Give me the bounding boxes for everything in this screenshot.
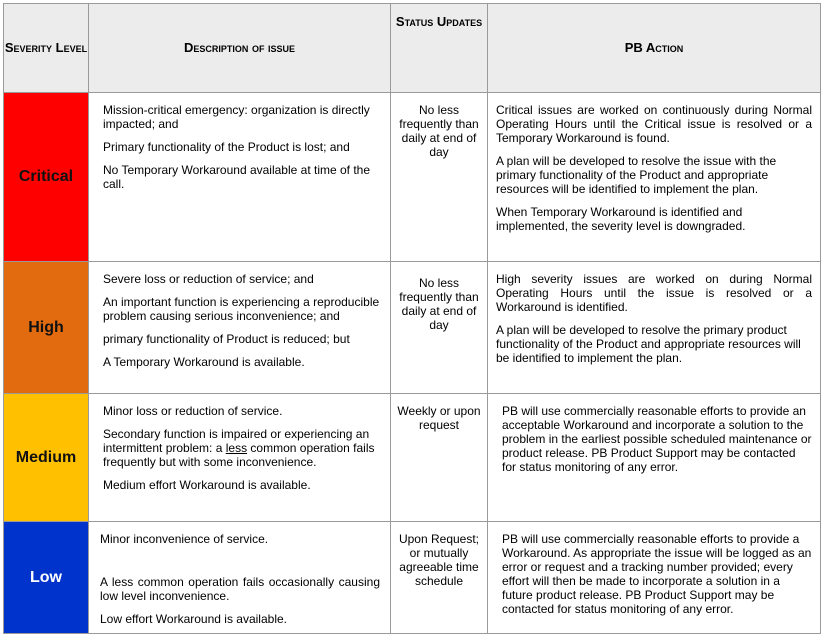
table-row-critical	[4, 93, 821, 262]
description-cell-high	[89, 262, 391, 394]
description-line: Severe loss or reduction of service; and	[103, 272, 314, 286]
severity-cell-medium: Medium	[4, 394, 89, 522]
action-paragraph: A plan will be developed to resolve the primary product functionality of the Product and appropriate resources will be identified to implement the plan.	[496, 323, 801, 365]
description-fragment: Secondary function is impaired or experiencing an intermittent problem: a	[103, 427, 370, 455]
header-severity: Severity Level	[4, 4, 89, 93]
description-fragment: common operation fails frequently but with some inconvenience.	[103, 441, 375, 469]
action-cell-critical	[488, 93, 821, 262]
description-line: An important function is experiencing a reproducible problem causing serious inconvenience; and	[103, 295, 380, 323]
description-cell-critical	[89, 93, 391, 262]
description-line: A Temporary Workaround is available.	[103, 355, 305, 369]
table-row-medium	[4, 394, 821, 522]
action-paragraph: Critical issues are worked on continuously during Normal Operating Hours until the Critical issue is resolved or a Temporary Workaround is found.	[496, 103, 812, 145]
action-paragraph: A plan will be developed to resolve the issue with the primary functionality of the Product and appropriate resources will be identified to implement the plan.	[496, 154, 777, 196]
action-cell-medium	[488, 394, 821, 522]
description-line: Low effort Workaround is available.	[100, 612, 287, 626]
status-cell-high: No less frequently than daily at end of day	[391, 262, 488, 394]
description-line: Minor loss or reduction of service.	[103, 404, 283, 418]
severity-cell-low: Low	[4, 522, 89, 634]
description-line: Minor inconvenience of service.	[100, 532, 269, 546]
severity-table	[3, 3, 821, 634]
table-row-low	[4, 522, 821, 634]
description-line	[103, 427, 380, 469]
description-line: No Temporary Workaround available at time of the call.	[103, 163, 371, 191]
header-action: PB Action	[488, 4, 821, 93]
status-cell-medium: Weekly or upon request	[391, 394, 488, 522]
description-line: primary functionality of Product is reduced; but	[103, 332, 350, 346]
severity-cell-high: High	[4, 262, 89, 394]
action-cell-high	[488, 262, 821, 394]
header-row	[4, 4, 821, 93]
header-status: Status Updates	[391, 4, 488, 93]
underlined-word: less	[225, 441, 248, 455]
description-line: A less common operation fails occasionally causing low level inconvenience.	[100, 575, 380, 603]
severity-cell-critical: Critical	[4, 93, 89, 262]
description-cell-low	[89, 522, 391, 634]
description-line: Mission-critical emergency: organization is directly impacted; and	[103, 103, 370, 131]
action-paragraph: PB will use commercially reasonable efforts to provide an acceptable Workaround and incorporate a solution to the problem in the earliest possible scheduled maintenance or product release. PB Product Support may be contacted for status monitoring of any error.	[502, 404, 812, 474]
action-paragraph: When Temporary Workaround is identified and implemented, the severity level is downgraded.	[496, 205, 746, 233]
description-cell-medium	[89, 394, 391, 522]
table-row-high	[4, 262, 821, 394]
status-cell-low: Upon Request; or mutually agreeable time schedule	[391, 522, 488, 634]
status-cell-critical: No less frequently than daily at end of day	[391, 93, 488, 262]
description-line: Medium effort Workaround is available.	[103, 478, 311, 492]
action-paragraph: PB will use commercially reasonable efforts to provide a Workaround. As appropriate the issue will be logged as an error or request and a tracking number provided; every effort will then be made to incorporate a solution in a future product release. PB Product Support may be contacted for status monitoring of any error.	[502, 532, 812, 616]
description-line: Primary functionality of the Product is lost; and	[103, 140, 350, 154]
header-description: Description of issue	[89, 4, 391, 93]
action-cell-low	[488, 522, 821, 634]
action-paragraph: High severity issues are worked on during Normal Operating Hours until the issue is resolved or a Workaround is identified.	[496, 272, 812, 314]
